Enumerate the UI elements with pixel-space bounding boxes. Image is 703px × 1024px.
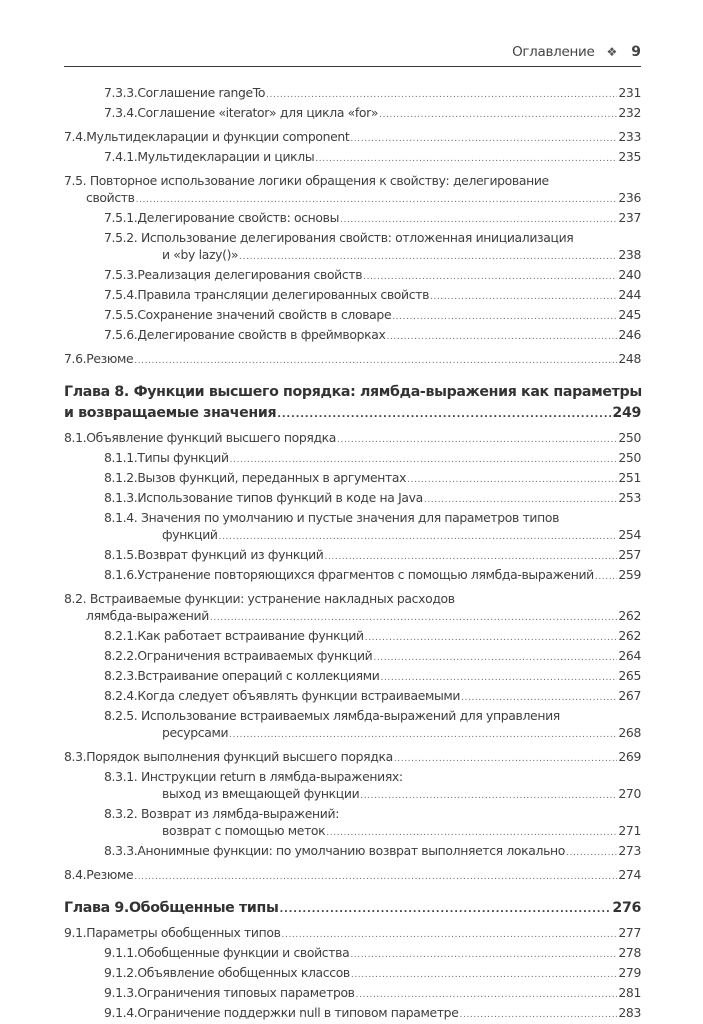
- toc-number: 9.1.4.: [104, 1005, 138, 1020]
- toc-entry-line: [104, 546, 641, 566]
- toc-entry-line: [104, 266, 641, 286]
- toc-subsection[interactable]: [64, 286, 641, 306]
- toc-subsection[interactable]: [64, 469, 641, 489]
- leader-dots: [134, 353, 617, 370]
- toc-subsection[interactable]: [64, 449, 641, 469]
- toc-entry-continuation: [104, 526, 641, 546]
- toc-subsection[interactable]: [64, 1004, 641, 1024]
- toc-page-number: 245: [618, 307, 641, 322]
- leader-dots: [387, 329, 618, 346]
- toc-title: Устранение повторяющихся фрагментов с помощью лямбда-выражений: [137, 567, 594, 582]
- toc-title: Инструкции return в лямбда-выражениях:: [140, 769, 403, 784]
- toc-page-number: 240: [618, 267, 641, 282]
- toc-title: Соглашение «iterator» для цикла «for»: [137, 105, 379, 120]
- toc-number: Глава 8.: [64, 384, 129, 400]
- toc-subsection[interactable]: [64, 647, 641, 667]
- toc-number: 7.6.: [64, 351, 87, 366]
- toc-number: 8.2.3.: [104, 668, 138, 683]
- toc-page-number: 250: [618, 450, 641, 465]
- toc-title-continuation: и возвращаемые значения: [64, 405, 277, 421]
- toc-title: Встраиваемые функции: устранение накладных расходов: [89, 591, 455, 606]
- toc-entry-line: [64, 128, 641, 148]
- toc-title: Обобщенные функции и свойства: [137, 945, 350, 960]
- leader-dots: [350, 947, 617, 964]
- toc-number: 7.4.: [64, 129, 87, 144]
- toc-page-number: 244: [618, 287, 641, 302]
- toc-entry-line: [104, 104, 641, 124]
- toc-subsection[interactable]: [64, 768, 641, 805]
- toc-title: Мультидекларации и функции component: [86, 129, 350, 144]
- toc-page-number: 264: [618, 648, 641, 663]
- toc-entry-line: [104, 944, 641, 964]
- leader-dots: [373, 650, 617, 667]
- toc-number: 8.3.: [64, 749, 87, 764]
- toc-number: 8.1.: [64, 430, 87, 445]
- toc-section[interactable]: [64, 866, 641, 886]
- toc-subsection[interactable]: [64, 707, 641, 744]
- toc-number: 8.3.1.: [104, 769, 138, 784]
- toc-title: Возврат из лямбда-выражений:: [140, 806, 340, 821]
- toc-title-continuation: свойств: [86, 190, 135, 205]
- toc-entry-line: [104, 209, 641, 229]
- leader-dots: [407, 472, 617, 489]
- toc-page-number: 231: [618, 85, 641, 100]
- toc-number: 8.3.3.: [104, 843, 138, 858]
- toc-page-number: 253: [618, 490, 641, 505]
- leader-dots: [566, 845, 617, 862]
- toc-page-number: 250: [618, 430, 641, 445]
- toc-subsection[interactable]: [64, 266, 641, 286]
- toc-number: 8.3.2.: [104, 806, 138, 821]
- toc-entry-line: [104, 687, 641, 707]
- toc-page-number: 268: [618, 725, 641, 740]
- leader-dots: [356, 987, 618, 1004]
- toc-number: 8.1.3.: [104, 490, 138, 505]
- toc-subsection[interactable]: [64, 306, 641, 326]
- toc-number: Глава 9.: [64, 900, 129, 916]
- toc-title: Реализация делегирования свойств: [137, 267, 363, 282]
- toc-subsection[interactable]: [64, 667, 641, 687]
- toc-page-number: 235: [618, 149, 641, 164]
- toc-subsection[interactable]: [64, 566, 641, 586]
- toc-number: 7.3.4.: [104, 105, 138, 120]
- toc-page-number: 259: [618, 567, 641, 582]
- toc-entry-first-line: [104, 805, 641, 822]
- toc-number: 9.1.1.: [104, 945, 138, 960]
- leader-dots: [277, 404, 611, 425]
- toc-entry-line: [64, 429, 641, 449]
- toc-entry-line: [104, 667, 641, 687]
- toc-number: 8.2.5.: [104, 708, 138, 723]
- toc-entry-line: [104, 449, 641, 469]
- toc-page-number: 273: [618, 843, 641, 858]
- toc-title-continuation: лямбда-выражений: [86, 608, 209, 623]
- toc-number: 7.3.3.: [104, 85, 138, 100]
- toc-entry-line: [104, 964, 641, 984]
- leader-dots: [360, 788, 617, 805]
- leader-dots: [461, 690, 617, 707]
- toc-title: Соглашение rangeTo: [137, 85, 266, 100]
- leader-dots: [136, 192, 618, 209]
- toc-subsection[interactable]: [64, 148, 641, 168]
- toc-chapter[interactable]: [64, 898, 641, 920]
- toc-title: Делегирование свойств в фреймворках: [137, 327, 386, 342]
- toc-title: Ограничения типовых параметров: [137, 985, 355, 1000]
- toc-title: Значения по умолчанию и пустые значения для параметров типов: [140, 510, 560, 525]
- toc-entry-line: [64, 748, 641, 768]
- toc-title-continuation: ресурсами: [162, 725, 229, 740]
- toc-number: 7.5.: [64, 173, 87, 188]
- leader-dots: [365, 630, 618, 647]
- toc-entry-continuation: [104, 822, 641, 842]
- toc-number: 8.1.5.: [104, 547, 138, 562]
- toc-subsection[interactable]: [64, 687, 641, 707]
- toc-page-number: 236: [618, 190, 641, 205]
- toc-section[interactable]: [64, 429, 641, 449]
- toc-page-number: 277: [618, 925, 641, 940]
- toc-title: Когда следует объявлять функции встраиваемыми: [137, 688, 461, 703]
- toc-entry-first-line: [104, 229, 641, 246]
- toc-section[interactable]: [64, 350, 641, 370]
- toc-page-number: 232: [618, 105, 641, 120]
- toc-number: 8.1.6.: [104, 567, 138, 582]
- toc-subsection[interactable]: [64, 984, 641, 1004]
- toc-number: 8.1.1.: [104, 450, 138, 465]
- toc-title: Сохранение значений свойств в словаре: [137, 307, 392, 322]
- toc-page-number: 262: [618, 628, 641, 643]
- toc-entry-line: [104, 647, 641, 667]
- toc-entry-continuation: [104, 724, 641, 744]
- toc-number: 7.5.2.: [104, 230, 138, 245]
- toc-entry-continuation: [104, 785, 641, 805]
- toc-page-number: 276: [612, 900, 641, 916]
- toc-subsection[interactable]: [64, 104, 641, 124]
- toc-section[interactable]: [64, 748, 641, 768]
- toc-page-number: 278: [618, 945, 641, 960]
- toc-page-number: 233: [618, 129, 641, 144]
- toc-entry-first-line: [104, 509, 641, 526]
- toc-entry-line: [104, 84, 641, 104]
- leader-dots: [363, 269, 617, 286]
- toc-page-number: 265: [618, 668, 641, 683]
- toc-entry-line: [104, 984, 641, 1004]
- toc-section[interactable]: [64, 590, 641, 627]
- toc-entry-line: [104, 469, 641, 489]
- toc-page-number: 246: [618, 327, 641, 342]
- toc-entry-continuation: [64, 607, 641, 627]
- leader-dots: [424, 492, 618, 509]
- toc-number: 8.2.1.: [104, 628, 138, 643]
- toc-title: Делегирование свойств: основы: [137, 210, 340, 225]
- toc-entry-continuation: [64, 403, 641, 425]
- leader-dots: [430, 289, 617, 306]
- toc-number: 7.4.1.: [104, 149, 138, 164]
- toc-entry-line: [64, 924, 641, 944]
- toc-page-number: 281: [618, 985, 641, 1000]
- toc-entry-first-line: [104, 768, 641, 785]
- toc-title: Резюме: [86, 351, 134, 366]
- page-number: 9: [631, 44, 641, 60]
- toc-entry-line: [104, 1004, 641, 1024]
- toc-page-number: 267: [618, 688, 641, 703]
- toc-number: 8.2.4.: [104, 688, 138, 703]
- leader-dots: [229, 727, 617, 744]
- toc-number: 9.1.2.: [104, 965, 138, 980]
- toc-entry-line: [104, 842, 641, 862]
- toc-title: Типы функций: [137, 450, 229, 465]
- toc-title: Вызов функций, переданных в аргументах: [137, 470, 407, 485]
- toc-entry-continuation: [104, 246, 641, 266]
- toc-entry-line: [104, 326, 641, 346]
- header-right: [512, 44, 641, 60]
- toc-title: Порядок выполнения функций высшего порядка: [86, 749, 393, 764]
- toc-entry-line: [64, 898, 641, 920]
- toc-subsection[interactable]: [64, 546, 641, 566]
- toc-subsection[interactable]: [64, 964, 641, 984]
- toc-number: 9.1.: [64, 925, 87, 940]
- toc-title-continuation: функций: [162, 527, 218, 542]
- toc-subsection[interactable]: [64, 805, 641, 842]
- toc-subsection[interactable]: [64, 509, 641, 546]
- leader-dots: [394, 751, 618, 768]
- toc-number: 8.4.: [64, 867, 87, 882]
- toc-title: Возврат функций из функций: [137, 547, 324, 562]
- toc-entry-line: [104, 627, 641, 647]
- toc-subsection[interactable]: [64, 489, 641, 509]
- toc-page-number: 237: [618, 210, 641, 225]
- toc-number: 7.5.5.: [104, 307, 138, 322]
- toc-section[interactable]: [64, 128, 641, 148]
- toc-number: 8.1.2.: [104, 470, 138, 485]
- toc-title: Повторное использование логики обращения к свойству: делегирование: [89, 173, 549, 188]
- toc-entry-first-line: [64, 172, 641, 189]
- toc-entry-line: [104, 489, 641, 509]
- toc-entry-first-line: [64, 590, 641, 607]
- toc-entry-first-line: [64, 382, 641, 403]
- leader-dots: [351, 967, 618, 984]
- toc-title: Использование встраиваемых лямбда-выражений для управления: [140, 708, 560, 723]
- table-of-contents: [64, 84, 641, 1024]
- leader-dots: [459, 1007, 617, 1024]
- toc-subsection[interactable]: [64, 229, 641, 266]
- leader-dots: [337, 432, 617, 449]
- leader-dots: [326, 825, 617, 842]
- toc-title: Функции высшего порядка: лямбда-выражения как параметры: [133, 384, 642, 400]
- leader-dots: [210, 610, 617, 627]
- toc-entry-line: [104, 306, 641, 326]
- toc-title: Правила трансляции делегированных свойств: [137, 287, 430, 302]
- toc-entry-line: [104, 286, 641, 306]
- leader-dots: [380, 670, 617, 687]
- leader-dots: [230, 452, 618, 469]
- leader-dots: [279, 899, 611, 920]
- toc-entry-continuation: [64, 189, 641, 209]
- toc-page-number: 270: [618, 786, 641, 801]
- running-header: [64, 44, 641, 67]
- toc-page-number: 269: [618, 749, 641, 764]
- toc-page-number: 271: [618, 823, 641, 838]
- leader-dots: [266, 87, 617, 104]
- toc-number: 8.1.4.: [104, 510, 138, 525]
- toc-subsection[interactable]: [64, 944, 641, 964]
- ornament-icon: ❖: [606, 45, 618, 59]
- toc-number: 8.2.: [64, 591, 87, 606]
- toc-title-continuation: и «by lazy()»: [162, 247, 239, 262]
- toc-title: Объявление функций высшего порядка: [86, 430, 337, 445]
- toc-entry-first-line: [104, 707, 641, 724]
- toc-number: 7.5.6.: [104, 327, 138, 342]
- toc-title: Использование типов функций в коде на Java: [137, 490, 423, 505]
- toc-number: 7.5.1.: [104, 210, 138, 225]
- leader-dots: [392, 309, 617, 326]
- toc-entry-line: [104, 566, 641, 586]
- toc-number: 7.5.3.: [104, 267, 138, 282]
- toc-subsection[interactable]: [64, 209, 641, 229]
- toc-title-continuation: выход из вмещающей функции: [162, 786, 360, 801]
- toc-title: Анонимные функции: по умолчанию возврат выполняется локально: [137, 843, 566, 858]
- toc-chapter[interactable]: [64, 382, 641, 425]
- leader-dots: [282, 927, 618, 944]
- toc-number: 9.1.3.: [104, 985, 138, 1000]
- toc-page-number: 254: [618, 527, 641, 542]
- leader-dots: [134, 869, 617, 886]
- toc-page-number: 283: [618, 1005, 641, 1020]
- leader-dots: [350, 131, 617, 148]
- leader-dots: [315, 151, 617, 168]
- toc-title: Ограничение поддержки null в типовом параметре: [137, 1005, 459, 1020]
- toc-title: Встраивание операций с коллекциями: [137, 668, 380, 683]
- toc-title: Использование делегирования свойств: отложенная инициализация: [140, 230, 574, 245]
- toc-entry-line: [104, 148, 641, 168]
- toc-number: 7.5.4.: [104, 287, 138, 302]
- toc-page-number: 248: [618, 351, 641, 366]
- toc-title: Обобщенные типы: [128, 900, 279, 916]
- toc-entry-line: [64, 866, 641, 886]
- toc-title: Резюме: [86, 867, 134, 882]
- toc-page-number: 257: [618, 547, 641, 562]
- toc-section[interactable]: [64, 924, 641, 944]
- toc-subsection[interactable]: [64, 326, 641, 346]
- toc-entry-line: [64, 350, 641, 370]
- toc-title: Мультидекларации и циклы: [137, 149, 315, 164]
- toc-page-number: 251: [618, 470, 641, 485]
- leader-dots: [595, 569, 618, 586]
- toc-subsection[interactable]: [64, 84, 641, 104]
- toc-title: Как работает встраивание функций: [137, 628, 364, 643]
- header-title: Оглавление: [512, 44, 595, 60]
- toc-title: Параметры обобщенных типов: [86, 925, 281, 940]
- toc-section[interactable]: [64, 172, 641, 209]
- toc-title-continuation: возврат с помощью меток: [162, 823, 326, 838]
- leader-dots: [324, 549, 617, 566]
- toc-subsection[interactable]: [64, 842, 641, 862]
- leader-dots: [219, 529, 618, 546]
- toc-page-number: 238: [618, 247, 641, 262]
- toc-page-number: 279: [618, 965, 641, 980]
- toc-page-number: 262: [618, 608, 641, 623]
- toc-subsection[interactable]: [64, 627, 641, 647]
- leader-dots: [340, 212, 617, 229]
- toc-number: 8.2.2.: [104, 648, 138, 663]
- toc-title: Ограничения встраиваемых функций: [137, 648, 373, 663]
- leader-dots: [239, 249, 617, 266]
- toc-title: Объявление обобщенных классов: [137, 965, 350, 980]
- toc-page-number: 249: [612, 405, 641, 421]
- leader-dots: [379, 107, 617, 124]
- toc-page-number: 274: [618, 867, 641, 882]
